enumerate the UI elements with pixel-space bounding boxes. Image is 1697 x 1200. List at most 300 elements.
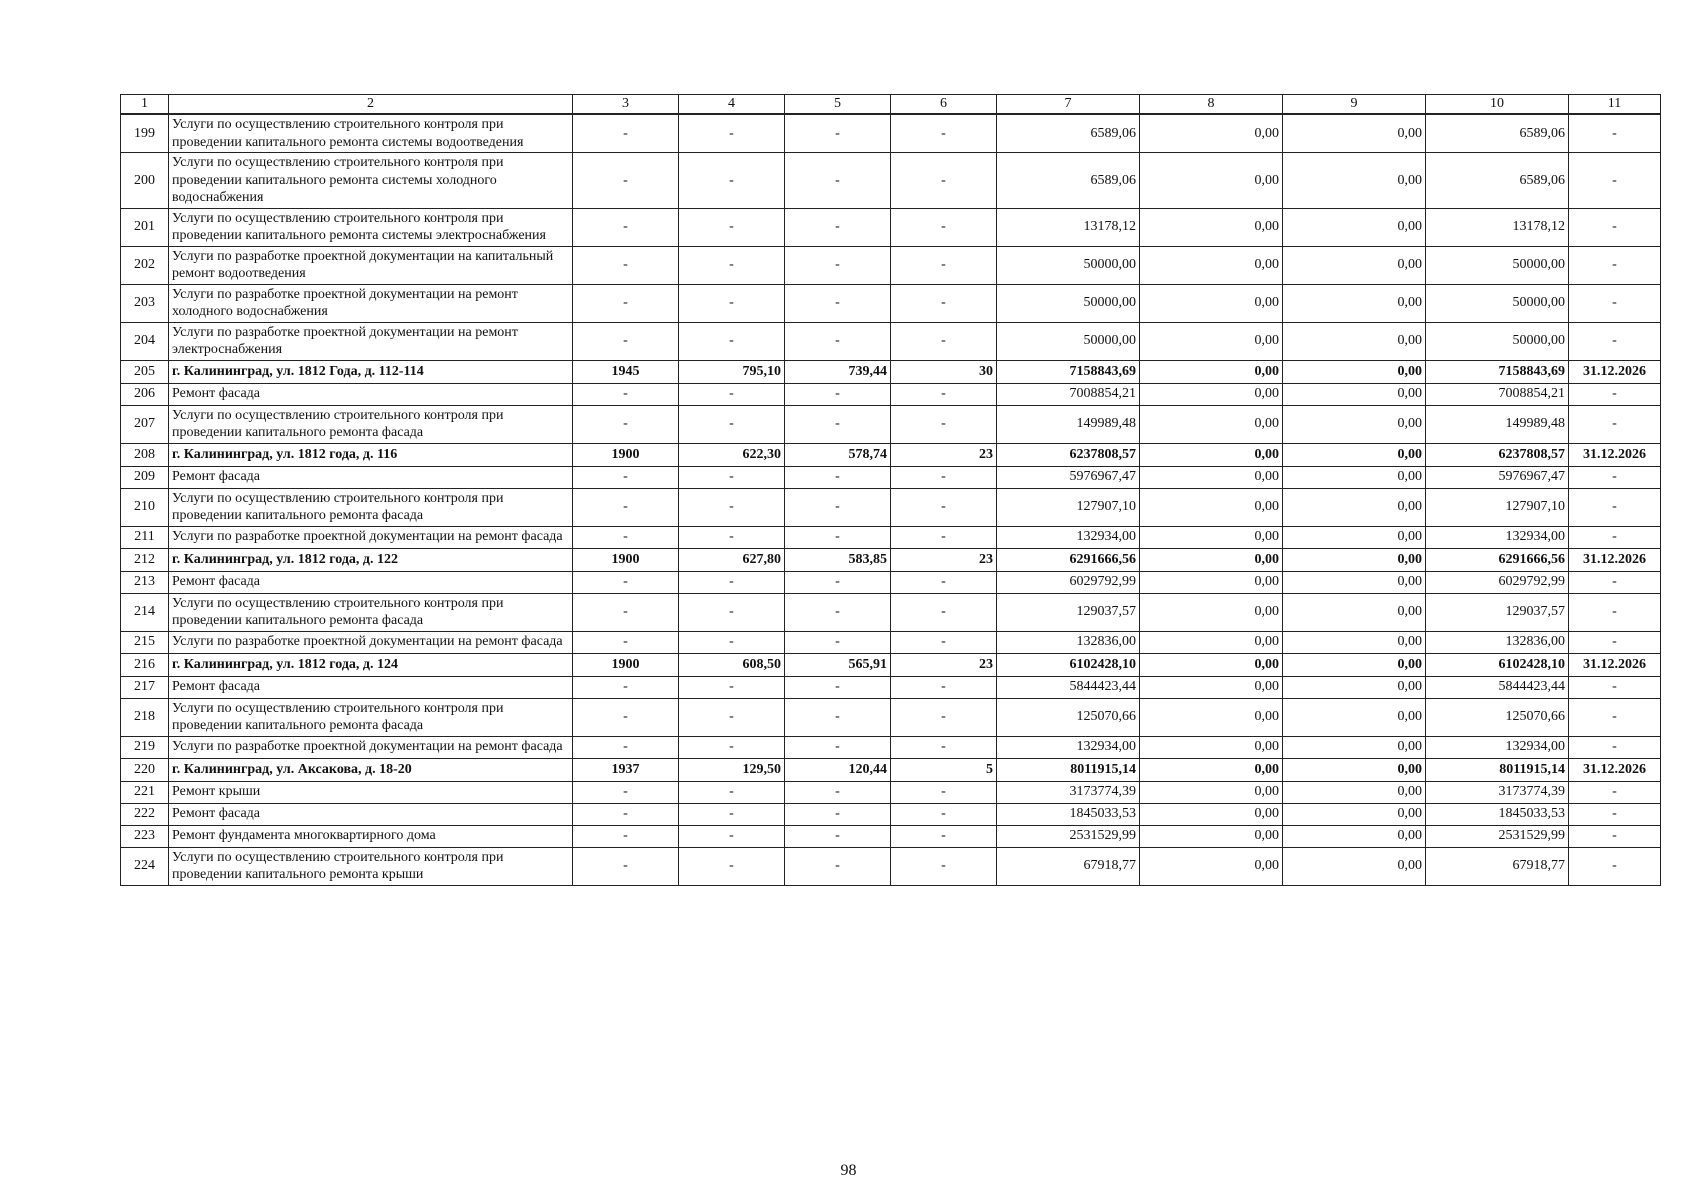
cell-residents: -: [891, 246, 997, 284]
cell-row-number: 220: [121, 758, 169, 781]
cell-total-cost: 127907,10: [997, 488, 1140, 526]
cell-fund-b: 0,00: [1283, 405, 1426, 443]
cell-owners-funds: 2531529,99: [1426, 825, 1569, 847]
cell-living-area: -: [785, 246, 891, 284]
cell-residents: -: [891, 698, 997, 736]
cell-total-area: -: [679, 208, 785, 246]
cell-fund-a: 0,00: [1140, 631, 1283, 653]
cell-fund-a: 0,00: [1140, 676, 1283, 698]
cell-total-cost: 132934,00: [997, 526, 1140, 548]
cell-deadline: -: [1569, 466, 1661, 488]
cell-residents: -: [891, 825, 997, 847]
cell-item-name: г. Калининград, ул. 1812 года, д. 124: [169, 653, 573, 676]
cell-item-name: г. Калининград, ул. 1812 года, д. 122: [169, 548, 573, 571]
cell-owners-funds: 6589,06: [1426, 114, 1569, 153]
table-row-work-item: [121, 803, 1661, 825]
cell-fund-b: 0,00: [1283, 631, 1426, 653]
table-row-work-item: [121, 466, 1661, 488]
cell-deadline: -: [1569, 383, 1661, 405]
cell-fund-b: 0,00: [1283, 548, 1426, 571]
cell-deadline: -: [1569, 736, 1661, 758]
cell-row-number: 202: [121, 246, 169, 284]
cell-item-name: Услуги по осуществлению строительного контроля при проведении капитального ремонта фасада: [169, 698, 573, 736]
cell-fund-a: 0,00: [1140, 405, 1283, 443]
cell-living-area: -: [785, 781, 891, 803]
cell-residents: -: [891, 322, 997, 360]
table-row-work-item: [121, 322, 1661, 360]
cell-owners-funds: 132836,00: [1426, 631, 1569, 653]
column-number-row: [121, 95, 1661, 115]
cell-total-cost: 50000,00: [997, 246, 1140, 284]
cell-year-built: -: [573, 593, 679, 631]
cell-living-area: 578,74: [785, 443, 891, 466]
cell-living-area: -: [785, 847, 891, 885]
cell-year-built: -: [573, 803, 679, 825]
cell-residents: -: [891, 466, 997, 488]
cell-fund-a: 0,00: [1140, 758, 1283, 781]
cell-fund-b: 0,00: [1283, 676, 1426, 698]
cell-residents: 30: [891, 360, 997, 383]
cell-residents: 5: [891, 758, 997, 781]
cell-residents: 23: [891, 548, 997, 571]
cell-living-area: -: [785, 405, 891, 443]
capital-repair-table: [120, 94, 1661, 886]
cell-residents: -: [891, 383, 997, 405]
cell-item-name: Услуги по осуществлению строительного контроля при проведении капитального ремонта фасада: [169, 593, 573, 631]
cell-fund-a: 0,00: [1140, 653, 1283, 676]
cell-total-area: -: [679, 405, 785, 443]
cell-fund-b: 0,00: [1283, 758, 1426, 781]
cell-total-cost: 67918,77: [997, 847, 1140, 885]
cell-residents: -: [891, 526, 997, 548]
cell-year-built: -: [573, 676, 679, 698]
cell-total-cost: 125070,66: [997, 698, 1140, 736]
cell-item-name: Услуги по разработке проектной документации на ремонт холодного водоснабжения: [169, 284, 573, 322]
cell-deadline: -: [1569, 405, 1661, 443]
cell-residents: -: [891, 153, 997, 209]
cell-living-area: -: [785, 322, 891, 360]
cell-year-built: -: [573, 466, 679, 488]
cell-living-area: -: [785, 825, 891, 847]
cell-row-number: 214: [121, 593, 169, 631]
cell-year-built: -: [573, 114, 679, 153]
cell-item-name: Ремонт фасада: [169, 466, 573, 488]
cell-residents: 23: [891, 653, 997, 676]
cell-owners-funds: 1845033,53: [1426, 803, 1569, 825]
cell-deadline: -: [1569, 208, 1661, 246]
cell-owners-funds: 8011915,14: [1426, 758, 1569, 781]
cell-total-cost: 7158843,69: [997, 360, 1140, 383]
table-row-work-item: [121, 284, 1661, 322]
table-row-work-item: [121, 405, 1661, 443]
cell-total-area: -: [679, 676, 785, 698]
cell-deadline: -: [1569, 246, 1661, 284]
cell-year-built: -: [573, 153, 679, 209]
cell-total-area: -: [679, 488, 785, 526]
cell-deadline: 31.12.2026: [1569, 758, 1661, 781]
cell-owners-funds: 3173774,39: [1426, 781, 1569, 803]
cell-fund-a: 0,00: [1140, 526, 1283, 548]
table-row-work-item: [121, 246, 1661, 284]
cell-fund-a: 0,00: [1140, 246, 1283, 284]
cell-row-number: 207: [121, 405, 169, 443]
cell-total-cost: 50000,00: [997, 284, 1140, 322]
cell-fund-a: 0,00: [1140, 548, 1283, 571]
cell-item-name: Ремонт фундамента многоквартирного дома: [169, 825, 573, 847]
cell-residents: -: [891, 781, 997, 803]
table-row-work-item: [121, 847, 1661, 885]
cell-total-area: -: [679, 825, 785, 847]
cell-deadline: -: [1569, 847, 1661, 885]
cell-total-area: -: [679, 383, 785, 405]
table-row-work-item: [121, 571, 1661, 593]
cell-row-number: 224: [121, 847, 169, 885]
cell-fund-b: 0,00: [1283, 698, 1426, 736]
cell-deadline: -: [1569, 825, 1661, 847]
table-row-work-item: [121, 488, 1661, 526]
cell-fund-b: 0,00: [1283, 781, 1426, 803]
cell-fund-b: 0,00: [1283, 803, 1426, 825]
table-row-building: [121, 548, 1661, 571]
cell-fund-b: 0,00: [1283, 526, 1426, 548]
cell-total-area: -: [679, 593, 785, 631]
cell-year-built: -: [573, 405, 679, 443]
cell-item-name: г. Калининград, ул. Аксакова, д. 18-20: [169, 758, 573, 781]
cell-total-area: -: [679, 526, 785, 548]
cell-year-built: -: [573, 781, 679, 803]
cell-item-name: Ремонт крыши: [169, 781, 573, 803]
cell-total-area: 622,30: [679, 443, 785, 466]
table-row-work-item: [121, 676, 1661, 698]
column-header-9: 9: [1283, 95, 1426, 115]
cell-total-cost: 132934,00: [997, 736, 1140, 758]
table-row-work-item: [121, 698, 1661, 736]
cell-total-cost: 8011915,14: [997, 758, 1140, 781]
cell-living-area: -: [785, 153, 891, 209]
cell-deadline: -: [1569, 571, 1661, 593]
column-header-8: 8: [1140, 95, 1283, 115]
cell-owners-funds: 6237808,57: [1426, 443, 1569, 466]
cell-year-built: 1900: [573, 443, 679, 466]
cell-row-number: 219: [121, 736, 169, 758]
cell-total-cost: 132836,00: [997, 631, 1140, 653]
cell-owners-funds: 127907,10: [1426, 488, 1569, 526]
cell-row-number: 210: [121, 488, 169, 526]
cell-total-cost: 2531529,99: [997, 825, 1140, 847]
cell-fund-b: 0,00: [1283, 383, 1426, 405]
cell-owners-funds: 13178,12: [1426, 208, 1569, 246]
cell-living-area: 565,91: [785, 653, 891, 676]
cell-year-built: 1937: [573, 758, 679, 781]
cell-fund-a: 0,00: [1140, 488, 1283, 526]
cell-owners-funds: 50000,00: [1426, 322, 1569, 360]
cell-fund-a: 0,00: [1140, 114, 1283, 153]
cell-row-number: 217: [121, 676, 169, 698]
table-row-work-item: [121, 383, 1661, 405]
cell-total-area: -: [679, 631, 785, 653]
cell-residents: -: [891, 284, 997, 322]
cell-total-cost: 6589,06: [997, 153, 1140, 209]
cell-deadline: -: [1569, 803, 1661, 825]
cell-living-area: -: [785, 593, 891, 631]
column-header-5: 5: [785, 95, 891, 115]
cell-row-number: 206: [121, 383, 169, 405]
cell-item-name: Услуги по осуществлению строительного контроля при проведении капитального ремонта системы холодного водоснабжения: [169, 153, 573, 209]
cell-item-name: Ремонт фасада: [169, 571, 573, 593]
column-header-10: 10: [1426, 95, 1569, 115]
cell-owners-funds: 6102428,10: [1426, 653, 1569, 676]
cell-item-name: Услуги по осуществлению строительного контроля при проведении капитального ремонта фасада: [169, 488, 573, 526]
cell-row-number: 222: [121, 803, 169, 825]
cell-total-area: -: [679, 781, 785, 803]
table-row-building: [121, 653, 1661, 676]
cell-owners-funds: 6589,06: [1426, 153, 1569, 209]
cell-total-cost: 5844423,44: [997, 676, 1140, 698]
cell-fund-a: 0,00: [1140, 736, 1283, 758]
cell-year-built: -: [573, 847, 679, 885]
cell-deadline: -: [1569, 781, 1661, 803]
cell-item-name: Ремонт фасада: [169, 383, 573, 405]
cell-year-built: -: [573, 571, 679, 593]
cell-year-built: -: [573, 322, 679, 360]
cell-total-area: -: [679, 571, 785, 593]
cell-item-name: г. Калининград, ул. 1812 Года, д. 112-114: [169, 360, 573, 383]
cell-fund-a: 0,00: [1140, 153, 1283, 209]
cell-year-built: -: [573, 736, 679, 758]
cell-deadline: 31.12.2026: [1569, 548, 1661, 571]
cell-residents: -: [891, 114, 997, 153]
cell-living-area: -: [785, 284, 891, 322]
cell-year-built: 1945: [573, 360, 679, 383]
cell-total-cost: 13178,12: [997, 208, 1140, 246]
cell-total-area: -: [679, 246, 785, 284]
cell-total-cost: 129037,57: [997, 593, 1140, 631]
cell-item-name: Услуги по разработке проектной документации на ремонт электроснабжения: [169, 322, 573, 360]
cell-living-area: -: [785, 488, 891, 526]
cell-living-area: -: [785, 676, 891, 698]
cell-deadline: -: [1569, 676, 1661, 698]
cell-fund-b: 0,00: [1283, 736, 1426, 758]
cell-row-number: 218: [121, 698, 169, 736]
cell-total-cost: 149989,48: [997, 405, 1140, 443]
cell-residents: -: [891, 488, 997, 526]
cell-deadline: 31.12.2026: [1569, 360, 1661, 383]
cell-living-area: -: [785, 526, 891, 548]
cell-year-built: -: [573, 383, 679, 405]
cell-fund-a: 0,00: [1140, 322, 1283, 360]
cell-fund-b: 0,00: [1283, 593, 1426, 631]
cell-fund-a: 0,00: [1140, 825, 1283, 847]
table-row-work-item: [121, 631, 1661, 653]
cell-year-built: -: [573, 488, 679, 526]
cell-deadline: -: [1569, 593, 1661, 631]
cell-deadline: -: [1569, 322, 1661, 360]
cell-total-cost: 3173774,39: [997, 781, 1140, 803]
cell-owners-funds: 125070,66: [1426, 698, 1569, 736]
cell-fund-b: 0,00: [1283, 443, 1426, 466]
column-header-3: 3: [573, 95, 679, 115]
table-row-work-item: [121, 781, 1661, 803]
cell-deadline: -: [1569, 153, 1661, 209]
cell-fund-b: 0,00: [1283, 653, 1426, 676]
cell-row-number: 221: [121, 781, 169, 803]
column-header-2: 2: [169, 95, 573, 115]
table-row-work-item: [121, 208, 1661, 246]
cell-row-number: 209: [121, 466, 169, 488]
cell-year-built: -: [573, 246, 679, 284]
cell-year-built: -: [573, 284, 679, 322]
cell-residents: -: [891, 676, 997, 698]
cell-owners-funds: 6029792,99: [1426, 571, 1569, 593]
cell-year-built: -: [573, 208, 679, 246]
cell-deadline: -: [1569, 631, 1661, 653]
cell-row-number: 204: [121, 322, 169, 360]
cell-residents: -: [891, 405, 997, 443]
cell-total-cost: 50000,00: [997, 322, 1140, 360]
cell-residents: -: [891, 847, 997, 885]
cell-living-area: -: [785, 631, 891, 653]
cell-living-area: -: [785, 208, 891, 246]
cell-fund-b: 0,00: [1283, 284, 1426, 322]
cell-residents: -: [891, 571, 997, 593]
cell-item-name: г. Калининград, ул. 1812 года, д. 116: [169, 443, 573, 466]
cell-total-area: -: [679, 698, 785, 736]
cell-total-area: 129,50: [679, 758, 785, 781]
cell-row-number: 215: [121, 631, 169, 653]
cell-row-number: 216: [121, 653, 169, 676]
cell-row-number: 201: [121, 208, 169, 246]
cell-living-area: -: [785, 736, 891, 758]
cell-living-area: -: [785, 571, 891, 593]
cell-fund-b: 0,00: [1283, 153, 1426, 209]
cell-total-area: 627,80: [679, 548, 785, 571]
cell-owners-funds: 7158843,69: [1426, 360, 1569, 383]
cell-deadline: -: [1569, 488, 1661, 526]
cell-item-name: Ремонт фасада: [169, 676, 573, 698]
cell-total-area: 608,50: [679, 653, 785, 676]
cell-total-cost: 7008854,21: [997, 383, 1140, 405]
cell-item-name: Услуги по разработке проектной документации на ремонт фасада: [169, 631, 573, 653]
cell-residents: -: [891, 736, 997, 758]
cell-deadline: -: [1569, 526, 1661, 548]
column-header-6: 6: [891, 95, 997, 115]
cell-living-area: 739,44: [785, 360, 891, 383]
cell-fund-b: 0,00: [1283, 246, 1426, 284]
cell-item-name: Услуги по разработке проектной документации на ремонт фасада: [169, 736, 573, 758]
cell-total-area: -: [679, 322, 785, 360]
cell-residents: -: [891, 593, 997, 631]
cell-residents: -: [891, 803, 997, 825]
cell-row-number: 213: [121, 571, 169, 593]
cell-living-area: -: [785, 698, 891, 736]
cell-owners-funds: 132934,00: [1426, 736, 1569, 758]
cell-row-number: 200: [121, 153, 169, 209]
column-header-4: 4: [679, 95, 785, 115]
cell-year-built: -: [573, 825, 679, 847]
table-row-work-item: [121, 593, 1661, 631]
cell-total-cost: 6589,06: [997, 114, 1140, 153]
cell-owners-funds: 149989,48: [1426, 405, 1569, 443]
cell-total-cost: 5976967,47: [997, 466, 1140, 488]
cell-total-area: -: [679, 284, 785, 322]
cell-total-area: -: [679, 736, 785, 758]
cell-fund-a: 0,00: [1140, 466, 1283, 488]
cell-row-number: 203: [121, 284, 169, 322]
cell-item-name: Ремонт фасада: [169, 803, 573, 825]
cell-total-area: -: [679, 847, 785, 885]
cell-fund-b: 0,00: [1283, 114, 1426, 153]
cell-total-cost: 6102428,10: [997, 653, 1140, 676]
cell-owners-funds: 132934,00: [1426, 526, 1569, 548]
cell-item-name: Услуги по осуществлению строительного контроля при проведении капитального ремонта крыши: [169, 847, 573, 885]
cell-fund-a: 0,00: [1140, 781, 1283, 803]
cell-total-area: -: [679, 153, 785, 209]
cell-fund-a: 0,00: [1140, 208, 1283, 246]
cell-fund-a: 0,00: [1140, 698, 1283, 736]
table-row-building: [121, 360, 1661, 383]
cell-total-cost: 6291666,56: [997, 548, 1140, 571]
cell-fund-a: 0,00: [1140, 360, 1283, 383]
cell-residents: 23: [891, 443, 997, 466]
cell-fund-a: 0,00: [1140, 803, 1283, 825]
table-row-building: [121, 443, 1661, 466]
cell-living-area: 120,44: [785, 758, 891, 781]
cell-deadline: 31.12.2026: [1569, 653, 1661, 676]
cell-item-name: Услуги по осуществлению строительного контроля при проведении капитального ремонта системы водоотведения: [169, 114, 573, 153]
table-row-work-item: [121, 825, 1661, 847]
column-header-1: 1: [121, 95, 169, 115]
cell-living-area: -: [785, 466, 891, 488]
cell-living-area: 583,85: [785, 548, 891, 571]
cell-residents: -: [891, 208, 997, 246]
cell-fund-a: 0,00: [1140, 593, 1283, 631]
cell-row-number: 208: [121, 443, 169, 466]
cell-row-number: 205: [121, 360, 169, 383]
cell-deadline: -: [1569, 114, 1661, 153]
cell-fund-a: 0,00: [1140, 284, 1283, 322]
cell-fund-a: 0,00: [1140, 383, 1283, 405]
cell-row-number: 212: [121, 548, 169, 571]
cell-owners-funds: 5844423,44: [1426, 676, 1569, 698]
cell-living-area: -: [785, 803, 891, 825]
cell-item-name: Услуги по разработке проектной документации на капитальный ремонт водоотведения: [169, 246, 573, 284]
cell-year-built: 1900: [573, 548, 679, 571]
cell-year-built: -: [573, 631, 679, 653]
cell-deadline: -: [1569, 698, 1661, 736]
cell-year-built: -: [573, 526, 679, 548]
cell-owners-funds: 50000,00: [1426, 246, 1569, 284]
cell-total-area: -: [679, 466, 785, 488]
cell-row-number: 211: [121, 526, 169, 548]
cell-total-area: -: [679, 114, 785, 153]
cell-row-number: 199: [121, 114, 169, 153]
cell-item-name: Услуги по осуществлению строительного контроля при проведении капитального ремонта системы электроснабжения: [169, 208, 573, 246]
cell-fund-a: 0,00: [1140, 571, 1283, 593]
cell-fund-b: 0,00: [1283, 360, 1426, 383]
cell-year-built: -: [573, 698, 679, 736]
cell-total-area: 795,10: [679, 360, 785, 383]
cell-row-number: 223: [121, 825, 169, 847]
cell-item-name: Услуги по осуществлению строительного контроля при проведении капитального ремонта фасада: [169, 405, 573, 443]
cell-living-area: -: [785, 114, 891, 153]
cell-deadline: -: [1569, 284, 1661, 322]
cell-fund-b: 0,00: [1283, 466, 1426, 488]
cell-item-name: Услуги по разработке проектной документации на ремонт фасада: [169, 526, 573, 548]
page-number: 98: [840, 1162, 857, 1179]
table-row-work-item: [121, 114, 1661, 153]
cell-owners-funds: 6291666,56: [1426, 548, 1569, 571]
cell-fund-b: 0,00: [1283, 488, 1426, 526]
